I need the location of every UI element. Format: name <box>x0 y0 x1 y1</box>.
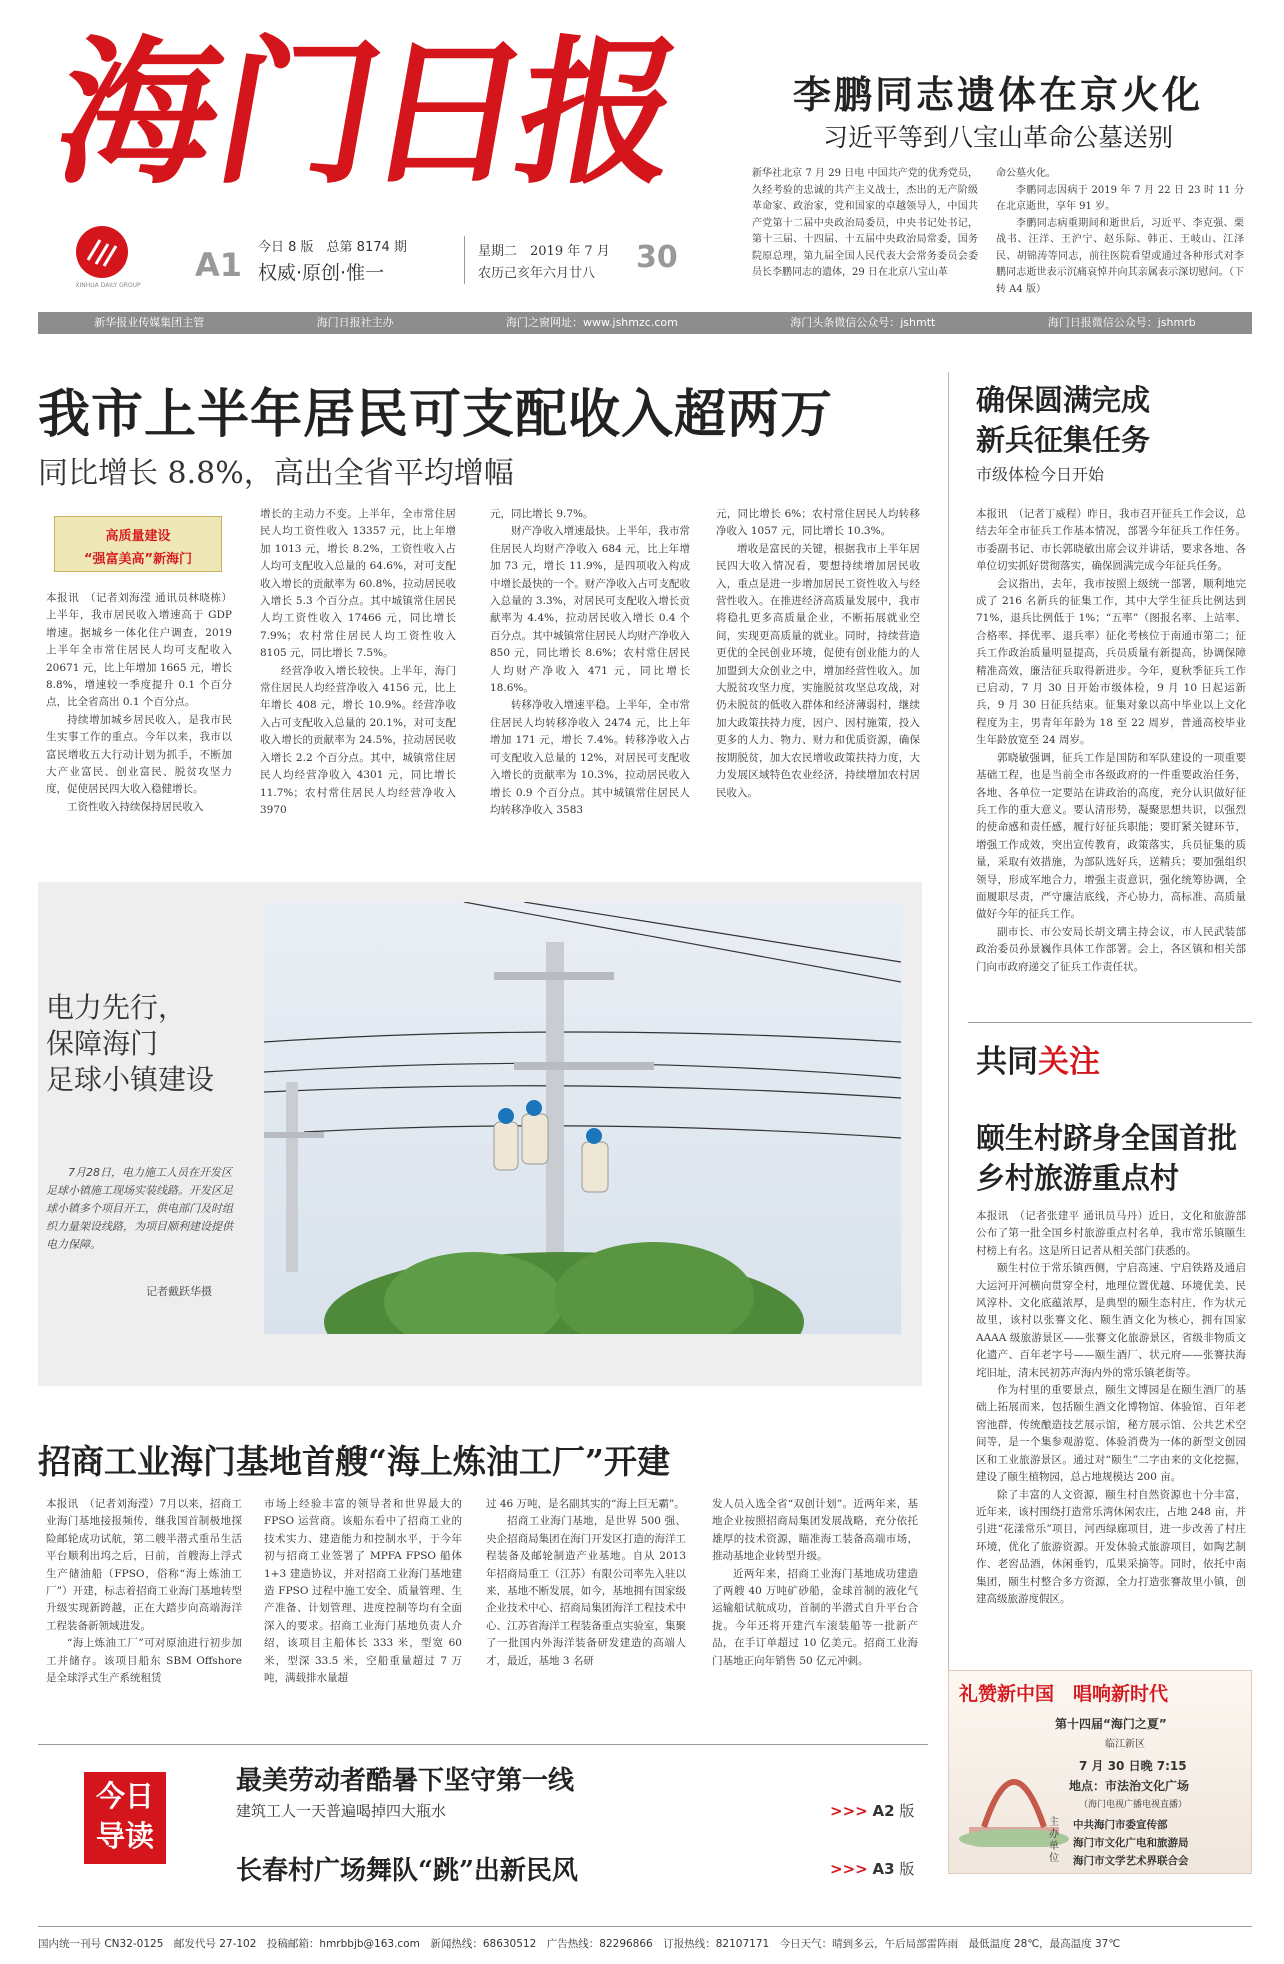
logo-char-3: 日 <box>353 21 545 206</box>
photo-title <box>46 990 214 1098</box>
headline-line: 乡村旅游重点村 <box>976 1161 1180 1195</box>
ad-note: （海门电视广播电视直播） <box>1079 1800 1188 1810</box>
ad-area: 临江新区 <box>1105 1739 1145 1750</box>
today-guide-badge <box>84 1772 166 1864</box>
lead-col4: 元，同比增长 6%；农村常住居民人均转移净收入 1057 元，同比增长 10.3%。 增收是富民的关键，根据我市上半年居民四大收入情况看，要想持续增加居民收入，重点是进一步增加居民工资性收入与经营性收入。在推进经济高质量发展中，我市将稳扎更多高质量企业，不断拓展就业空间，实现更高质量的就业。同时，持续营造更优的全民创业环境，促使有创业能力的人加盟到大众创业之中，增加经营性收入。加大脱贫攻坚力度，实施脱贫攻坚总攻战，对仍未脱贫的低收入群体和经济薄弱村，继续加大政策扶持力度，因户、因村施策，投入更多的人力、物力、财力和优质资源，确保按期脱贫，加大农民增收政策扶持力度，大力发展区域特色农业经济，持续增加农村居民收入。 <box>716 508 920 799</box>
conscription-body: 本报讯 （记者丁威程）昨日，我市召开征兵工作会议，总结去年全市征兵工作基本情况，部署今年征兵工作任务。市委副书记、市长郭晓敏出席会议并讲话，要求各地、各单位切实抓好贯彻落实，确保圆满完成今年征兵任务。 会议指出，去年，我市按照上级统一部署，顺利地完成了 216 名新兵的征集工作，其中大学生征兵比例达到 71%，退兵比例低于 1%；“五率”（图报名率、上站率、合格率、择优率、退兵率）征化考核位于南通市第二；征兵工作政治质量明显提高，兵员质量有新提高，协调保障精准高效，廉洁征兵取得新进步。今年，夏秋季征兵工作已启动，7 月 30 日开始市级体检，9 月 10 日起运新兵，9 月 30 日征兵结束。征集对象以高中毕业以上文化程度为主，男青年年龄为 18 至 22 周岁，普通高校毕业生年龄放宽至 24 周岁。 郭晓敏强调，征兵工作是国防和军队建设的一项重要基础工程，也是当前全市各级政府的一件重要政治任务，各地、各单位一定要站在讲政治的高度，充分认识做好征兵工作的重大意义。要认清形势，凝聚思想共识，以强烈的使命感和责任感，履行好征兵职能；要盯紧关键环节，增强工作成效，突出宣传教育，政策落实，兵员征集的质量，采取有效措施，为部队选好兵，送精兵；要加强组织领导，形成军地合力，增强主责意识，强化统筹协调，全面履职尽责，严守廉洁底线，齐心协力，高标准、高质量做好今年的征兵工作。 副市长、市公安局长胡文璃主持会议，市人民武装部政治委员孙景巍作具体工作部署。会上，各区镇和相关部门向市政府递交了征兵工作责任状。 <box>976 508 1246 973</box>
logo-char-1: 海 <box>43 21 235 206</box>
page-number: A2 <box>872 1802 895 1820</box>
photo-title-line: 保障海门 <box>46 1027 159 1060</box>
merchant-col1: 本报讯 （记者刘海滢）7月以来，招商工业海门基地接报频传，继我国首制极地探险邮轮成功试航，第二艘半潜式重吊生活平台顺利出坞之后，日前，首艘海上浮式生产储油船（FPSO，俗称“海上炼油工厂”）开建，标志着招商工业海门基地转型升级实现新跨越，正在大踏步向高端海洋工程装备新领域进发。 “海上炼油工厂”可对原油进行初步加工并储存。该项目船东 SBM Offshore 是全球浮式生产系统租赁 <box>46 1498 242 1685</box>
photo-credit: 记者戴跃华摄 <box>146 1285 212 1298</box>
ad-host-1: 中共海门市委宣传部 <box>1073 1819 1168 1831</box>
info-bar-item: 海门日报微信公众号：jshmrb <box>1047 316 1196 329</box>
conscription-subheadline: 市级体检今日开始 <box>976 465 1105 484</box>
guide-item2-page-ref[interactable] <box>830 1858 914 1879</box>
ad-event: 第十四届“海门之夏” <box>1055 1717 1167 1731</box>
photo-title-line: 电力先行， <box>46 991 187 1024</box>
logo-char-4: 报 <box>503 21 695 206</box>
guide-box-line: 导读 <box>95 1819 154 1853</box>
photo-caption: 7月28日，电力施工人员在开发区足球小镇施工现场实装线路。开发区足球小镇多个项目开工，供电部门及时组织力量架设线路，为项目顺利建设提供电力保障。 <box>46 1166 233 1251</box>
merchant-col4: 发人员入选全省“双创计划”。近两年来，基地企业按照招商局集团发展战略，充分依托雄厚的技术资源，瞄准海工装备高端市场，推动基地企业转型升级。 近两年来，招商工业海门基地成功建造了两艘 40 万吨矿砂船，金球首制的液化气运输船试航成功，首制的半潜式自升平台合拢。今年还将开建汽车滚装船等一批新产品，在手订单超过 10 亿美元。招商工业海门基地正向年销售 50 亿元冲刺。 <box>712 1498 918 1667</box>
badge-line2: “强富美高”新海门 <box>83 552 193 567</box>
section-divider <box>968 1022 1252 1023</box>
photo-title-line: 足球小镇建设 <box>46 1063 215 1096</box>
info-bar-item: 海门日报社主办 <box>316 316 394 329</box>
guide-item2-headline[interactable]: 长春村广场舞队“跳”出新民风 <box>236 1856 578 1886</box>
headline-line: 颐生村跻身全国首批 <box>976 1121 1238 1155</box>
ad-host-label: 主办单位 <box>1049 1817 1059 1864</box>
ad-location: 地点：市法治文化广场 <box>1069 1779 1190 1793</box>
xinhua-group-logo-icon <box>76 226 128 278</box>
column-badge <box>54 516 222 572</box>
top-story-col2: 命公墓火化。 李鹏同志因病于 2019 年 7 月 22 日 23 时 11 分在北京逝世，享年 91 岁。 李鹏同志病重期间和逝世后，习近平、李克强、栗战书、汪洋、王沪宁、赵乐际、韩正、王岐山、江泽民、胡锦涛等同志，前往医院看望或通过各种形式对李鹏同志逝世表示沉痛哀悼并向其亲属表示深切慰问。（下转 A4 版） <box>996 168 1244 295</box>
date-line: 星期二 2019 年 7 月 <box>478 244 610 259</box>
info-bar-item: 新华报业传媒集团主管 <box>94 316 205 329</box>
village-headline <box>976 1118 1246 1198</box>
footer-info: 国内统一刊号 CN32-0125 邮发代号 27-102 投稿邮箱：hmrbbjb@163.com 新闻热线：68630512 广告热线：82296866 订报热线：82107171 今日天气：晴到多云，午后局部雷阵雨 最低温度 28℃，最高温度 37℃ <box>38 1938 1121 1950</box>
top-story-subheadline: 习近平等到八宝山革命公墓送别 <box>822 123 1173 152</box>
focus-title-part1: 共同 <box>976 1044 1038 1080</box>
page-number: A3 <box>872 1860 895 1878</box>
guide-item1-subheadline: 建筑工人一天普遍喝掉四大瓶水 <box>236 1802 447 1820</box>
lead-headline: 我市上半年居民可支配收入超两万 <box>38 384 834 445</box>
guide-item1-page-ref[interactable] <box>830 1800 914 1821</box>
info-bar-item: 海门头条微信公众号：jshmtt <box>790 316 936 329</box>
badge-line1: 高质量建设 <box>105 529 171 544</box>
info-bar <box>38 312 1252 334</box>
top-story-col1: 新华社北京 7 月 29 日电 中国共产党的优秀党员，久经考验的忠诚的共产主义战士，杰出的无产阶级革命家、政治家，党和国家的卓越领导人，中国共产党第十二届中央政治局委员，中央书记处书记，第十三届、十四届、十五届中央政治局常委，国务院原总理，第九届全国人民代表大会常务委员会委员长李鹏同志的遗体，29 日在北京八宝山革 <box>752 168 978 278</box>
guide-box-line: 今日 <box>95 1779 154 1813</box>
xinhua-caption: XINHUA DAILY GROUP <box>75 282 141 289</box>
ad-host-3: 海门市文学艺术界联合会 <box>1073 1855 1189 1867</box>
merchant-col2: 市场上经验丰富的领导者和世界最大的 FPSO 运营商。该船东看中了招商工业的技术实力、建造能力和控制水平，于今年初与招商工业签署了 MPFA FPSO 船体 1+3 建造协议，并对招商工业海门基地建造 FPSO 过程中施工安全、质量管理、生产准备、计划管理、进度控制等均有全面深入的要求。招商工业海门基地负责人介绍，该项目主船体长 333 米，型宽 60 米，型深 33.5 米，空船重量超过 7 万吨，满载排水量超 <box>264 1498 462 1685</box>
lead-col3: 元，同比增长 9.7%。 财产净收入增速最快。上半年，我市常住居民人均财产净收入 684 元，比上年增加 73 元，增长 11.9%，是四项收入构成中增长最快的一个。财产净收入占可支配收入总量的 3.3%，对居民可支配收入增长贡献率为 4.4%，拉动居民收入增长 0.4 个百分点。其中城镇常住居民人均财产净收入 850 元，同比增长 8.6%；农村常住居民人均财产净收入 471 元，同比增长 18.6%。 转移净收入增速平稳。上半年，全市常住居民人均转移净收入 2474 元，比上年增加 171 元，增长 7.4%。转移净收入占可支配收入总量的 12%，对居民可支配收入增长的贡献率为 10.3%，拉动居民收入增长 0.9 个百分点。其中城镇常住居民人均转移净收入 3583 <box>490 508 690 816</box>
page-suffix: 版 <box>899 1802 915 1820</box>
merchant-col3: 过 46 万吨，是名副其实的“海上巨无霸”。 招商工业海门基地，是世界 500 强、央企招商局集团在海门开发区打造的海洋工程装备及邮轮制造产业基地。自从 2013 年招商局重工（江苏）有限公司率先入驻以来，基地不断发展，如今，基地拥有国家级企业技术中心、招商局集团海洋工程技术中心、江苏省海洋工程装备重点实验室，集聚了一批国内外海洋装备研发建造的高端人才，最近，基地 3 名研 <box>486 1498 686 1667</box>
headline-line: 确保圆满完成 <box>976 383 1151 417</box>
guide-item1-headline[interactable]: 最美劳动者酷暑下坚守第一线 <box>236 1766 575 1796</box>
power-line-photo <box>264 902 901 1334</box>
conscription-headline <box>976 380 1236 460</box>
headline-line: 新兵征集任务 <box>976 423 1151 457</box>
arrow-icon: >>> <box>830 1860 868 1878</box>
newspaper-logo <box>43 21 695 230</box>
merchant-headline: 招商工业海门基地首艘“海上炼油工厂”开建 <box>38 1442 670 1481</box>
guide-divider <box>38 1744 928 1745</box>
issue-info: 今日 8 版 总第 8174 期 <box>258 240 407 255</box>
logo-char-2: 门 <box>203 21 395 206</box>
lead-col2: 增长的主动力不变。上半年，全市常住居民人均工资性收入 13357 元，比上年增加 1013 元，增长 8.2%，工资性收入占人均可支配收入总量的 64.6%，对可支配收入增长的贡献率为 60.8%，拉动居民收入增长 5.3 个百分点。其中城镇常住居民人均工资性收入 17466 元，同比增长 7.9%；农村常住居民人均工资性收入 8105 元，同比增长 7.5%。 经营净收入增长较快。上半年，海门常住居民人均经营净收入 4156 元，比上年增长 408 元，增长 10.9%。经营净收入占可支配收入总量的 20.1%，对可支配收入增长的贡献率为 24.5%，拉动居民收入增长 2.2 个百分点。其中，城镇常住居民人均经营净收入 4301 元，同比增长 11.7%；农村常住居民人均经营净收入 3970 <box>260 508 456 816</box>
focus-title-part2: 关注 <box>1038 1044 1100 1080</box>
arrow-icon: >>> <box>830 1802 868 1820</box>
date-day: 30 <box>636 240 678 275</box>
lead-subheadline: 同比增长 8.8%，高出全省平均增幅 <box>38 456 514 491</box>
ad-title: 礼赞新中国 唱响新时代 <box>959 1683 1169 1705</box>
lead-col1: 本报讯 （记者刘海滢 通讯员林晓栋）上半年，我市居民收入增速高于 GDP 增速。据城乡一体化住户调查，2019 上半年全市常住居民人均可支配收入 20671 元，比上年增加 1665 元，增长 8.8%，增速较一季度提升 0.1 个百分点，比全省高出 0.1 个百分点。 持续增加城乡居民收入，是我市民生实事工作的重点。今年以来，我市以富民增收五大行动计划为抓手，不断加大产业富民、创业富民、脱贫攻坚力度，促使居民四大收入稳健增长。 工资性收入持续保持居民收入 <box>46 592 232 813</box>
event-ad <box>948 1670 1252 1874</box>
slogan: 权威·原创·惟一 <box>258 262 385 284</box>
ad-host-2: 海门市文化广电和旅游局 <box>1073 1837 1189 1849</box>
column-divider <box>948 372 949 1722</box>
info-bar-item: 海门之窗网址：www.jshmzc.com <box>506 316 678 329</box>
top-story-headline: 李鹏同志遗体在京火化 <box>792 73 1203 117</box>
focus-section-title <box>976 1036 1100 1081</box>
ad-time: 7 月 30 日晚 7:15 <box>1079 1759 1187 1773</box>
footer-divider <box>38 1926 1252 1927</box>
masthead-divider <box>464 236 465 284</box>
lunar-date-line: 农历己亥年六月廿八 <box>478 266 596 281</box>
edition-label: A1 <box>195 246 243 284</box>
page-suffix: 版 <box>899 1860 915 1878</box>
village-body: 本报讯 （记者张建平 通讯员马丹）近日，文化和旅游部公布了第一批全国乡村旅游重点村名单，我市常乐镇颐生村榜上有名。这是所日记者从相关部门获悉的。 颐生村位于常乐镇西侧，宁启高速、宁启铁路及通启大运河开河横向贯穿全村，地理位置优越、环境优美、民风淳朴、文化底蕴浓厚，是典型的颐生态村庄，作为状元故里，该村以张謇文化、颐生酒文化为核心，拥有国家 AAAA 级旅游景区——张謇文化旅游景区，省级非物质文化遗产、百年老字号——颐生酒厂、状元府——张謇扶海垞旧址，清末民初苏声海内外的常乐镇老街等。 作为村里的重要景点，颐生文博园是在颐生酒厂的基础上拓展而来，包括颐生酒文化博物馆、体验馆、百年老窖池群，传统酿造技艺展示馆，秘方展示馆、公共艺术空间等，是一个集参观游览、体验消费为一体的新型文创园区和工业旅游景区。通过对“颐生”二字由来的文化挖掘，建设了颐生植物园，总占地规模达 200 亩。 除了丰富的人文资源，颐生村自然资源也十分丰富，近年来，该村围绕打造常乐湾休闲农庄，占地 248 亩，并引进“花漾常乐”项目，河西绿廊项目，进一步改善了村庄环境，优化了旅游资源。开发休验式旅游项目，如陶艺制作、老窖品酒，休闲垂钓，瓜果采摘等。同时，依托中南集团，颐生村整合多方资源，全力打造张謇故里小镇，创建高级旅游度假区。 <box>976 1210 1246 1605</box>
